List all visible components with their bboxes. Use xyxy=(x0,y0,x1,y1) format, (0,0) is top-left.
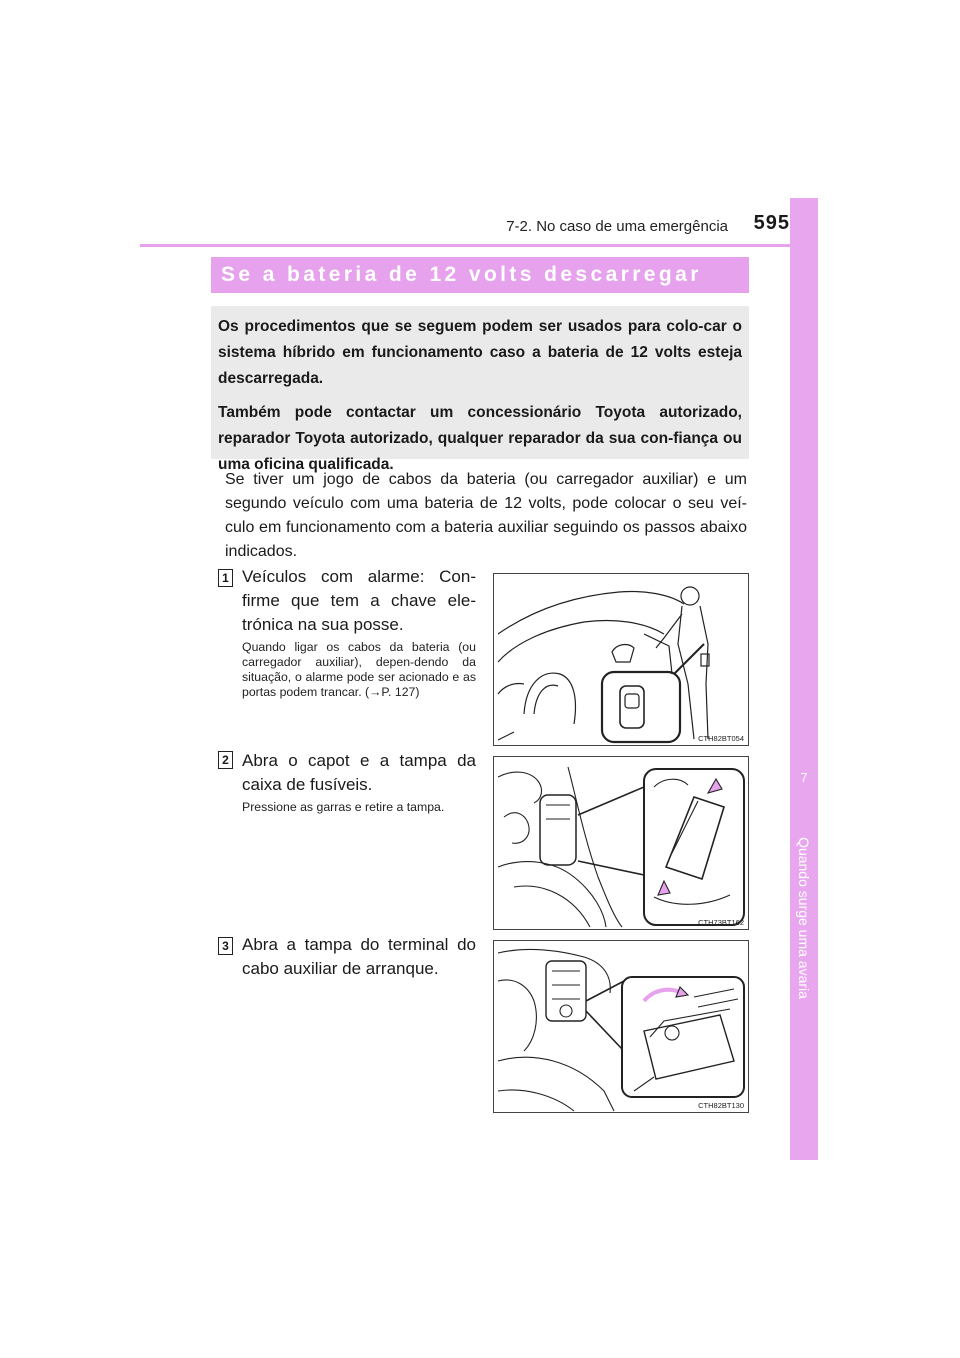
chapter-title: Quando surge uma avaria xyxy=(796,837,812,999)
step-1-badge: 1 xyxy=(218,569,233,587)
intro-box xyxy=(211,306,749,473)
step-3-title: Abra a tampa do terminal do cabo auxiliar de arranque. xyxy=(242,935,476,978)
step-2-title: Abra o capot e a tampa da caixa de fusíveis. xyxy=(242,751,476,794)
step-1-illustration xyxy=(493,573,749,746)
step-2-note: Pressione as garras e retire a tampa. xyxy=(242,800,445,814)
step-2-badge: 2 xyxy=(218,751,233,769)
page-number: 595 xyxy=(753,212,790,234)
step-2-illustration xyxy=(493,756,749,930)
step-3-badge: 3 xyxy=(218,937,233,955)
chapter-side-tab xyxy=(790,198,818,1160)
chapter-number: 7 xyxy=(800,770,808,785)
step-2-figure-code: CTH73BT162 xyxy=(698,918,744,927)
step-1-note: Quando ligar os cabos da bateria (ou carregador auxiliar), depen-dendo da situação, o alarme pode ser acionado e as portas podem trancar. (→P. 127) xyxy=(242,640,476,699)
header-section-label: 7-2. No caso de uma emergência xyxy=(506,218,728,235)
step-3-illustration xyxy=(493,940,749,1113)
header-divider xyxy=(140,244,818,247)
step-3-figure-code: CTH82BT130 xyxy=(698,1101,744,1110)
section-title: Se a bateria de 12 volts descarregar xyxy=(211,257,749,293)
step-1-figure-code: CTH82BT054 xyxy=(698,734,744,743)
intro-paragraph-1: Os procedimentos que se seguem podem ser usados para colo-car o sistema híbrido em funcionamento caso a bateria de 12 volts esteja descarregada. xyxy=(218,318,742,387)
intro-paragraph-2: Também pode contactar um concessionário Toyota autorizado, reparador Toyota autorizado, qualquer reparador da sua con-fiança ou uma oficina qualificada. xyxy=(218,404,742,473)
step-1-title: Veículos com alarme: Con-firme que tem a chave ele-trónica na sua posse. xyxy=(242,567,476,634)
body-paragraph: Se tiver um jogo de cabos da bateria (ou carregador auxiliar) e um segundo veículo com uma bateria de 12 volts, pode colocar o seu veí-culo em funcionamento com a bateria auxiliar seguindo os passos abaixo indicados. xyxy=(225,471,747,560)
